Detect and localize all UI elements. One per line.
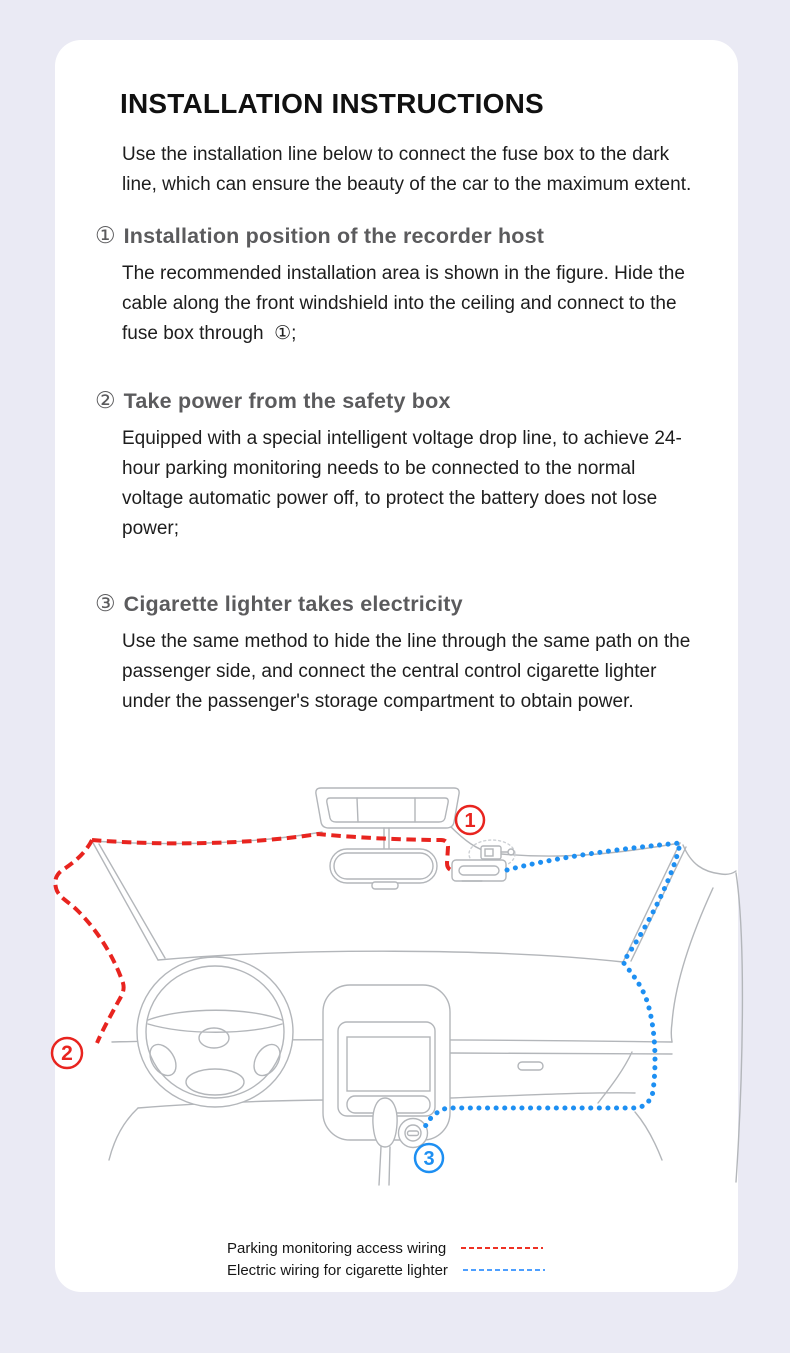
marker-3-badge <box>415 1144 443 1172</box>
section-body: Equipped with a special intelligent voltage drop line, to achieve 24-hour parking monitoring needs to be connected to the normal voltage automatic power off, to protect the battery does not lose power; <box>122 428 682 539</box>
gear-shifter <box>373 1098 397 1185</box>
steering-wheel <box>137 957 293 1107</box>
legend-label: Parking monitoring access wiring <box>227 1239 447 1257</box>
left-a-pillar <box>92 841 158 960</box>
right-body-curve <box>683 845 736 874</box>
section-body: The recommended installation area is shown in the figure. Hide the cable along the front windshield into the ceiling and connect to the fuse box through ①; <box>122 263 685 344</box>
right-a-pillar <box>623 843 680 962</box>
section-number-badge: ③ <box>95 590 116 616</box>
left-a-pillar <box>99 844 165 958</box>
svg-text:1: 1 <box>464 810 476 832</box>
section-heading-row <box>95 220 710 251</box>
section-body: Use the same method to hide the line through the same path on the passenger side, and connect the central control cigarette lighter under the passenger's storage compartment to obtain power. <box>122 631 691 712</box>
legend-item-cigarette <box>227 1259 647 1281</box>
glovebox-handle <box>518 1062 543 1070</box>
section-cigarette-lighter <box>95 588 710 717</box>
legend-item-parking <box>227 1237 647 1259</box>
section-heading-row <box>95 588 710 619</box>
car-interior-diagram <box>35 778 755 1190</box>
right-outer-edge <box>736 873 742 1182</box>
page-title: INSTALLATION INSTRUCTIONS <box>120 88 544 119</box>
cigarette-lighter-socket <box>399 1119 428 1148</box>
blue-dashed-line-sample <box>463 1269 545 1272</box>
right-window-line <box>671 888 713 1042</box>
svg-text:2: 2 <box>61 1042 73 1065</box>
overhead-console <box>316 788 459 828</box>
right-door-line <box>635 1112 662 1160</box>
svg-text:3: 3 <box>423 1148 435 1170</box>
section-recorder-position <box>95 220 710 349</box>
section-heading-row <box>95 385 710 416</box>
dash-cam <box>452 840 515 881</box>
legend-label: Electric wiring for cigarette lighter <box>227 1261 448 1279</box>
marker-2-badge <box>52 1038 82 1068</box>
section-number-badge: ① <box>95 222 116 248</box>
marker-1-badge <box>456 806 484 834</box>
intro-paragraph: Use the installation line below to connect the fuse box to the dark line, which can ensure the beauty of the car to the maximum extent. <box>122 144 692 195</box>
dashboard-lower-edge <box>450 1093 635 1098</box>
wiring-legend <box>227 1237 647 1281</box>
section-heading: Cigarette lighter takes electricity <box>123 592 463 616</box>
right-door-line <box>598 1052 632 1103</box>
cigarette-wiring-path <box>425 843 680 1127</box>
section-heading: Installation position of the recorder host <box>123 224 545 248</box>
left-body-curve <box>109 1108 138 1160</box>
section-number-badge: ② <box>95 387 116 413</box>
instruction-content <box>95 40 710 717</box>
red-dashed-line-sample <box>461 1247 543 1250</box>
section-heading: Take power from the safety box <box>123 389 451 413</box>
section-safety-box-power <box>95 385 710 544</box>
glovebox-lower-line <box>450 1053 672 1054</box>
